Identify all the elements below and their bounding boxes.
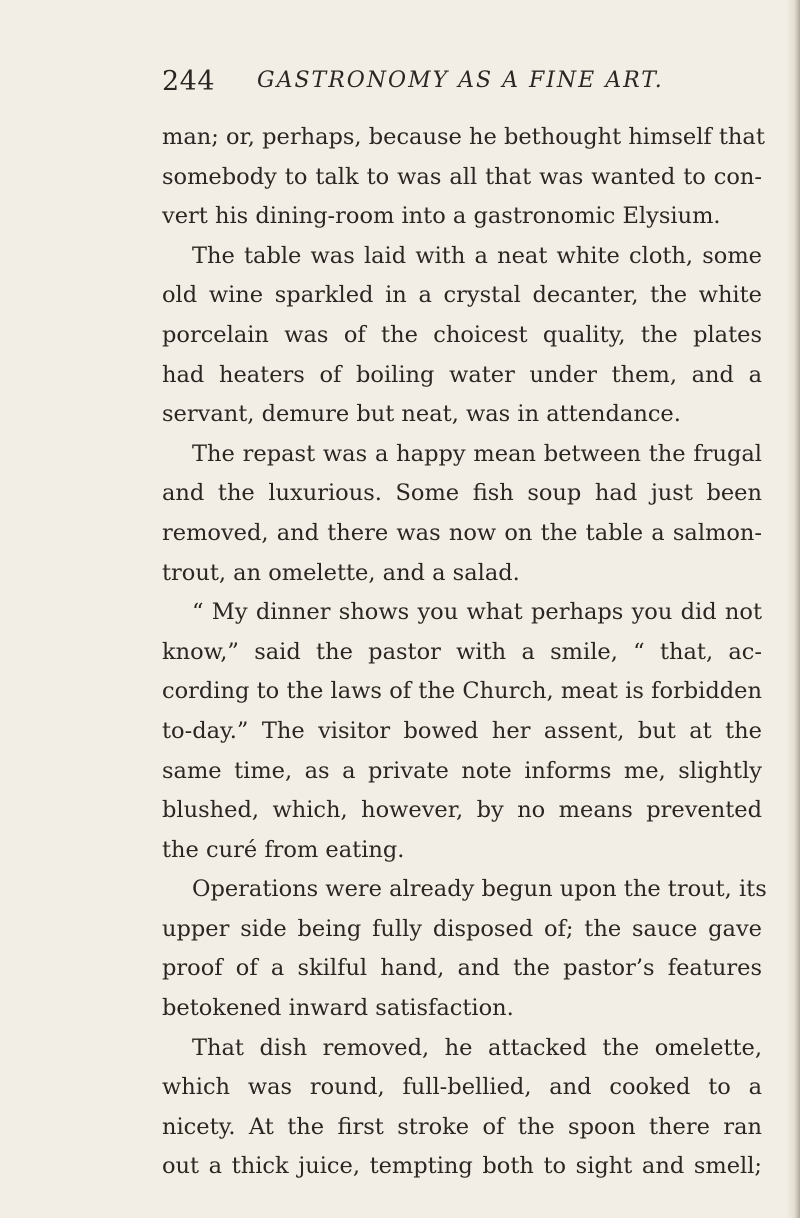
text-line: man; or, perhaps, because he bethought himself that	[162, 124, 765, 150]
text-line: out a thick juice, tempting both to sight and smell;	[162, 1153, 762, 1180]
text-line: know,” said the pastor with a smile, “ that, ac-	[162, 638, 762, 665]
text-line: porcelain was of the choicest quality, the plates	[162, 321, 762, 348]
text-line: “ My dinner shows you what perhaps you did not	[192, 599, 762, 626]
text-line: same time, as a private note informs me, slightly	[162, 757, 762, 784]
page-header	[162, 66, 722, 106]
text-line: nicety. At the first stroke of the spoon there ran	[162, 1113, 762, 1140]
text-line: trout, an omelette, and a salad.	[162, 559, 520, 586]
running-head: GASTRONOMY AS A FINE ART.	[257, 68, 664, 93]
text-line: upper side being fully disposed of; the sauce gave	[162, 915, 762, 942]
text-line: The repast was a happy mean between the frugal	[192, 440, 762, 467]
text-line: had heaters of boiling water under them, and a	[162, 361, 762, 388]
page-number: 244	[162, 66, 216, 97]
body-text	[162, 118, 767, 1187]
text-line: betokened inward satisfaction.	[162, 995, 514, 1022]
text-line: to-day.” The visitor bowed her assent, but at the	[162, 717, 762, 744]
text-line: Operations were already begun upon the trout, its	[192, 876, 767, 903]
text-line: removed, and there was now on the table a salmon-	[162, 519, 762, 546]
text-line: old wine sparkled in a crystal decanter, the white	[162, 282, 762, 309]
text-line: The table was laid with a neat white cloth, some	[192, 242, 762, 269]
text-line: which was round, full-bellied, and cooked to a	[162, 1074, 762, 1101]
text-line: cording to the laws of the Church, meat is forbidden	[162, 678, 762, 705]
page-edge-shadow	[786, 0, 800, 1218]
text-line: proof of a skilful hand, and the pastor’s features	[162, 955, 762, 982]
text-line: servant, demure but neat, was in attendance.	[162, 401, 681, 428]
text-line: the curé from eating.	[162, 836, 405, 863]
text-line: and the luxurious. Some fish soup had just been	[162, 480, 762, 507]
text-line: That dish removed, he attacked the omelette,	[192, 1034, 762, 1061]
text-line: blushed, which, however, by no means prevented	[162, 797, 762, 824]
text-line: somebody to talk to was all that was wanted to con-	[162, 163, 762, 190]
text-line: vert his dining-room into a gastronomic Elysium.	[162, 203, 721, 230]
